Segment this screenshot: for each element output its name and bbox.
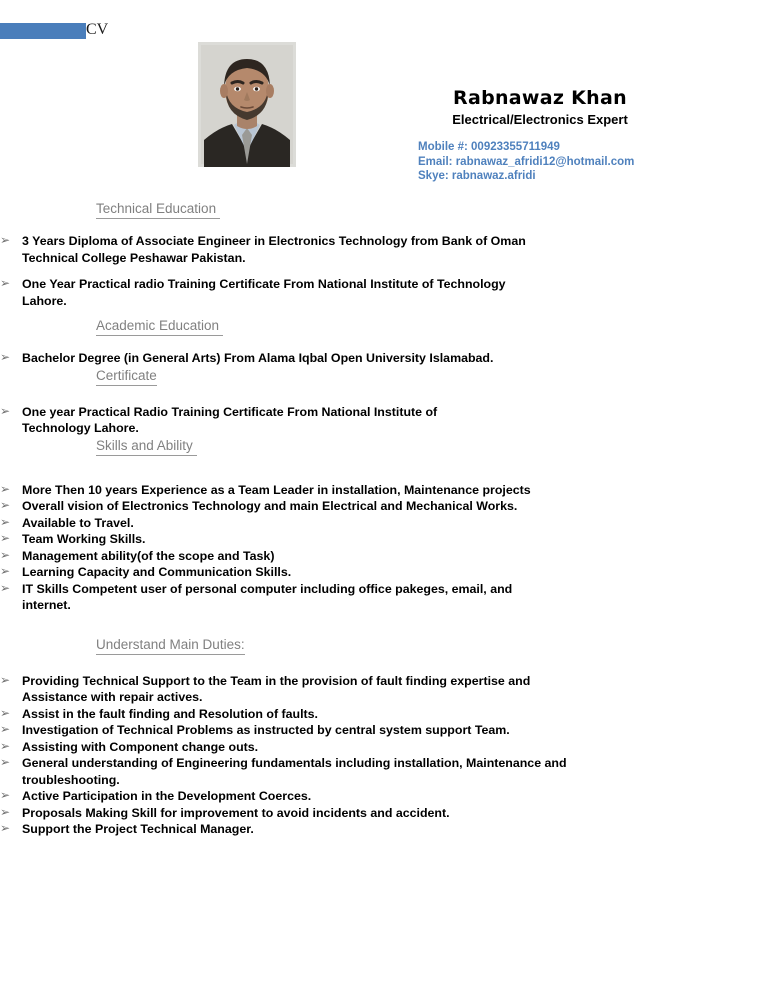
list-item-text: Active Participation in the Development Coerces.: [22, 789, 312, 803]
name-block: [340, 87, 740, 128]
duties-list: [0, 673, 590, 838]
resume-body: [0, 200, 768, 838]
section-certificate-heading-row: [96, 367, 768, 386]
section-heading-certificate: Certificate: [96, 367, 157, 386]
list-item-text: Bachelor Degree (in General Arts) From Alama Iqbal Open University Islamabad.: [22, 351, 494, 365]
section-heading-academic-education: Academic Education: [96, 317, 223, 336]
list-item-text: Available to Travel.: [22, 515, 134, 530]
section-technical-education-heading-row: [96, 200, 768, 219]
bullet-arrow-icon: ➢: [0, 580, 11, 595]
contact-info: [418, 140, 758, 184]
avatar: [198, 42, 296, 167]
list-item: [0, 350, 530, 367]
bullet-arrow-icon: ➢: [0, 531, 11, 545]
bullet-arrow-icon: ➢: [0, 276, 11, 290]
list-item: [0, 276, 530, 309]
list-item: [0, 548, 545, 565]
list-item: [0, 755, 590, 788]
cv-title-label: CV: [86, 21, 109, 38]
list-item: [0, 564, 545, 581]
list-item-text: IT Skills Competent user of personal computer including office pakeges, email, and internet.: [22, 581, 513, 612]
bullet-arrow-icon: ➢: [0, 722, 11, 736]
list-item-text: Management ability(of the scope and Task): [22, 548, 275, 563]
contact-mobile: Mobile #: 00923355711949: [418, 141, 560, 153]
list-item: [0, 673, 590, 706]
list-item-text: Providing Technical Support to the Team in the provision of fault finding expertise and Assistance with repair actives.: [22, 673, 531, 704]
list-item: [0, 233, 530, 266]
list-item-text: Overall vision of Electronics Technology and main Electrical and Mechanical Works.: [22, 499, 518, 513]
bullet-arrow-icon: ➢: [0, 738, 11, 753]
list-item-text: Support the Project Technical Manager.: [22, 822, 254, 836]
list-item-text: Assisting with Component change outs.: [22, 739, 259, 754]
list-item: [0, 531, 545, 548]
bullet-arrow-icon: ➢: [0, 821, 11, 835]
technical-education-list: [0, 233, 530, 309]
job-title: Electrical/Electronics Expert: [452, 112, 628, 127]
list-item: [0, 706, 590, 723]
list-item-text: One year Practical Radio Training Certificate From National Institute of Technology Lahore.: [22, 404, 438, 435]
document-topbar: [0, 22, 768, 40]
bullet-arrow-icon: ➢: [0, 547, 11, 562]
portrait-photo-icon: [198, 42, 296, 167]
list-item: [0, 404, 500, 437]
bullet-arrow-icon: ➢: [0, 788, 11, 802]
bullet-arrow-icon: ➢: [0, 498, 11, 512]
list-item: [0, 581, 545, 614]
contact-email[interactable]: Email: rabnawaz_afridi12@hotmail.com: [418, 155, 635, 168]
section-heading-skills-and-ability: Skills and Ability: [96, 437, 197, 456]
list-item: [0, 739, 590, 756]
list-item-text: More Then 10 years Experience as a Team Leader in installation, Maintenance projects: [22, 482, 531, 497]
bullet-arrow-icon: ➢: [0, 755, 11, 769]
resume-header: [0, 42, 768, 187]
list-item-text: General understanding of Engineering fundamentals including installation, Maintenance and troubleshooting.: [22, 756, 567, 787]
academic-education-list: [0, 350, 530, 367]
certificate-list: [0, 404, 500, 437]
section-duties-heading-row: [96, 636, 768, 655]
bullet-arrow-icon: ➢: [0, 804, 11, 819]
list-item: [0, 722, 590, 739]
page-title: Rabnawaz Khan: [453, 87, 627, 109]
bullet-arrow-icon: ➢: [0, 564, 11, 578]
list-item-text: One Year Practical radio Training Certificate From National Institute of Technology Lahore.: [22, 277, 506, 308]
list-item-text: Investigation of Technical Problems as instructed by central system support Team.: [22, 723, 510, 737]
list-item-text: Learning Capacity and Communication Skills.: [22, 565, 292, 579]
list-item-text: Team Working Skills.: [22, 532, 146, 546]
blue-accent-bar: [0, 23, 86, 39]
list-item: [0, 788, 590, 805]
section-heading-technical-education: Technical Education: [96, 200, 220, 219]
bullet-arrow-icon: ➢: [0, 705, 11, 720]
section-heading-understand-main-duties: Understand Main Duties:: [96, 636, 245, 655]
bullet-arrow-icon: ➢: [0, 233, 11, 247]
list-item: [0, 805, 590, 822]
skills-list: [0, 482, 545, 614]
list-item-text: Assist in the fault finding and Resolution of faults.: [22, 706, 318, 721]
contact-skype: Skye: rabnawaz.afridi: [418, 170, 536, 182]
bullet-arrow-icon: ➢: [0, 514, 11, 529]
section-academic-education-heading-row: [96, 317, 768, 336]
bullet-arrow-icon: ➢: [0, 481, 11, 496]
list-item: [0, 498, 545, 515]
list-item: [0, 515, 545, 532]
list-item-text: Proposals Making Skill for improvement to avoid incidents and accident.: [22, 805, 450, 820]
section-skills-heading-row: [96, 437, 768, 456]
bullet-arrow-icon: ➢: [0, 403, 11, 418]
list-item: [0, 482, 545, 499]
bullet-arrow-icon: ➢: [0, 672, 11, 687]
list-item-text: 3 Years Diploma of Associate Engineer in Electronics Technology from Bank of Oman Technical College Peshawar Pakistan.: [22, 234, 526, 265]
list-item: [0, 821, 590, 838]
bullet-arrow-icon: ➢: [0, 350, 11, 364]
